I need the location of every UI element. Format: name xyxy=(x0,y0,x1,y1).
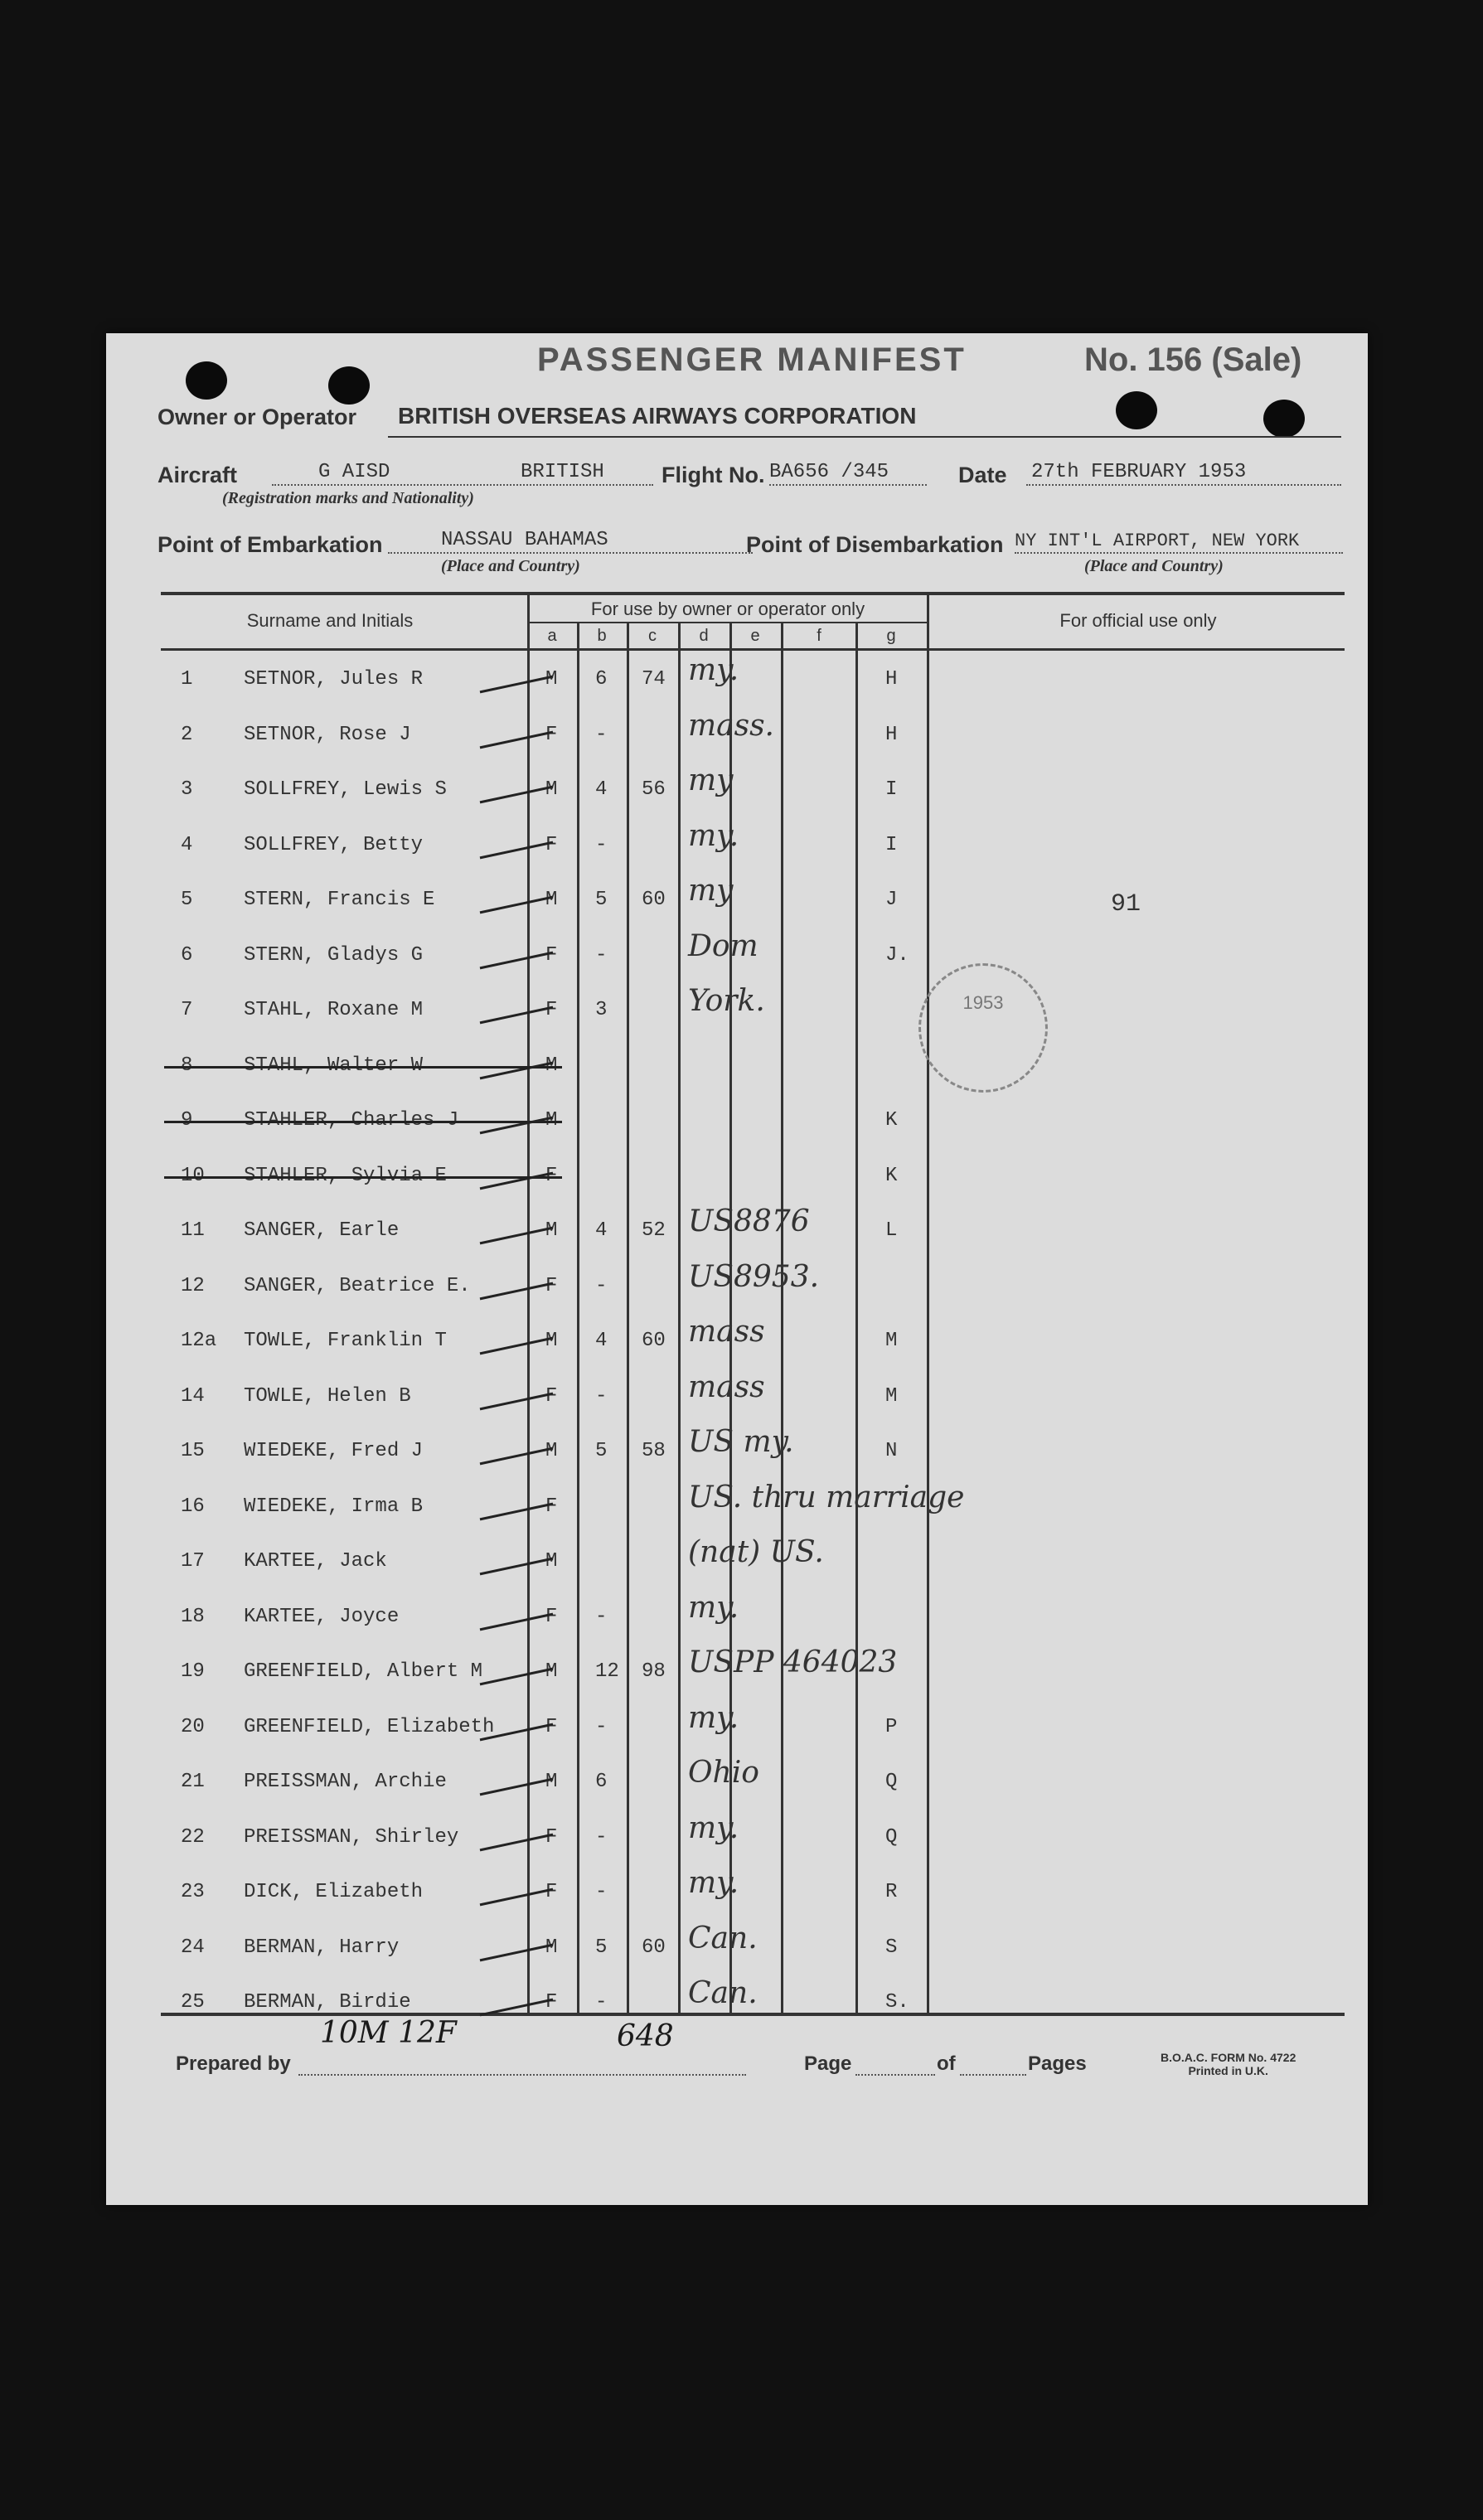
group-code: N xyxy=(885,1440,898,1462)
bag-count: - xyxy=(595,723,608,746)
pen-tick-mark xyxy=(480,1061,554,1079)
date-stamp-year: 1953 xyxy=(962,992,1004,1013)
aircraft-underline xyxy=(272,484,653,486)
handwritten-note: USPP 464023 xyxy=(688,1645,898,1679)
handwritten-note: mass. xyxy=(688,708,774,743)
operator-subheader-rule xyxy=(529,622,927,623)
sex-code: M xyxy=(545,1550,558,1573)
embarkation-value: NASSAU BAHAMAS xyxy=(441,529,608,551)
group-code: S xyxy=(885,1936,898,1959)
passenger-name: STERN, Francis E xyxy=(244,889,435,911)
bag-count: 6 xyxy=(595,668,608,691)
row-strikethrough xyxy=(164,1121,562,1123)
passenger-name: BERMAN, Harry xyxy=(244,1936,400,1959)
table-header-rule xyxy=(161,648,1345,651)
passenger-name: SOLLFREY, Lewis S xyxy=(244,778,447,801)
passenger-row xyxy=(106,1535,1368,1595)
operator-header: For use by owner or operator only xyxy=(590,598,865,619)
handwritten-note: my. xyxy=(688,1810,739,1845)
passenger-name: SOLLFREY, Betty xyxy=(244,833,424,856)
row-strikethrough xyxy=(164,1176,562,1179)
pen-tick-mark xyxy=(480,951,554,969)
disembarkation-sublabel: (Place and Country) xyxy=(1084,557,1224,575)
passenger-row xyxy=(106,1700,1368,1761)
prepared-by-underline xyxy=(298,2074,746,2076)
passenger-row xyxy=(106,1315,1368,1374)
handwritten-note: my. xyxy=(688,1700,739,1735)
pen-tick-mark xyxy=(480,1227,554,1245)
row-number: 2 xyxy=(181,723,193,746)
date-underline xyxy=(1026,484,1341,486)
names-header: Surname and Initials xyxy=(246,610,414,631)
passenger-row xyxy=(106,874,1368,933)
bag-count: 4 xyxy=(595,1219,608,1242)
passenger-row xyxy=(106,1921,1368,1981)
bag-count: 5 xyxy=(595,1440,608,1462)
handwritten-note: Can. xyxy=(688,1976,758,2010)
date-stamp xyxy=(918,963,1048,1093)
row-number: 12a xyxy=(181,1330,217,1352)
passenger-name: GREENFIELD, Albert M xyxy=(244,1660,483,1683)
weight-value: 74 xyxy=(642,668,666,691)
sex-code: F xyxy=(545,1715,558,1738)
passenger-name: SETNOR, Rose J xyxy=(244,723,411,746)
aircraft-label: Aircraft xyxy=(158,463,238,487)
row-number: 17 xyxy=(181,1550,205,1573)
of-label: of xyxy=(937,2052,956,2075)
bag-count: 12 xyxy=(595,1660,619,1683)
owner-value: BRITISH OVERSEAS AIRWAYS CORPORATION xyxy=(398,403,917,429)
passenger-name: STERN, Gladys G xyxy=(244,943,424,967)
passenger-row xyxy=(106,1204,1368,1264)
handwritten-note: my. xyxy=(688,653,739,687)
passenger-row xyxy=(106,1480,1368,1540)
sex-code: F xyxy=(545,1991,558,2014)
handwritten-note: York. xyxy=(688,984,765,1018)
weight-value: 56 xyxy=(642,778,666,801)
bag-count: - xyxy=(595,833,608,856)
sex-code: M xyxy=(545,1660,558,1683)
row-number: 21 xyxy=(181,1771,205,1793)
row-number: 15 xyxy=(181,1440,205,1462)
punch-hole-3 xyxy=(1116,391,1157,429)
weight-value: 52 xyxy=(642,1219,666,1242)
group-code: L xyxy=(885,1219,898,1242)
pen-tick-mark xyxy=(480,1171,554,1190)
owner-rule xyxy=(388,436,1341,438)
manifest-number: No. 156 (Sale) xyxy=(1084,342,1302,378)
punch-hole-2 xyxy=(328,366,370,405)
passenger-row xyxy=(106,1590,1368,1650)
pen-tick-mark xyxy=(480,1282,554,1300)
manifest-sheet xyxy=(106,333,1368,2205)
row-number: 16 xyxy=(181,1495,205,1518)
passenger-name: DICK, Elizabeth xyxy=(244,1881,424,1903)
aircraft-nationality: BRITISH xyxy=(521,461,604,483)
sex-code: F xyxy=(545,999,558,1021)
group-code: J. xyxy=(885,943,909,967)
weight-value: 60 xyxy=(642,1330,666,1352)
sex-code: F xyxy=(545,1274,558,1297)
manifest-title: PASSENGER MANIFEST xyxy=(537,342,967,378)
passenger-row xyxy=(106,1976,1368,2036)
passenger-name: PREISSMAN, Archie xyxy=(244,1771,447,1793)
group-code: M xyxy=(885,1384,898,1408)
punch-hole-4 xyxy=(1263,400,1305,438)
row-number: 14 xyxy=(181,1384,205,1408)
sex-code: M xyxy=(545,668,558,691)
bag-count: 5 xyxy=(595,1936,608,1959)
bag-count: - xyxy=(595,1715,608,1738)
pen-tick-mark xyxy=(480,1999,554,2017)
passenger-row xyxy=(106,1369,1368,1430)
flight-label: Flight No. xyxy=(662,463,765,487)
passenger-row xyxy=(106,1866,1368,1926)
punch-hole-1 xyxy=(186,361,227,400)
col-header-f: f xyxy=(817,627,821,645)
passenger-row xyxy=(106,763,1368,823)
weight-value: 98 xyxy=(642,1660,666,1683)
pen-tick-mark xyxy=(480,1392,554,1410)
aircraft-registration: G AISD xyxy=(318,461,390,483)
passenger-name: PREISSMAN, Shirley xyxy=(244,1825,459,1849)
passenger-name: KARTEE, Jack xyxy=(244,1550,387,1573)
disembarkation-value: NY INT'L AIRPORT, NEW YORK xyxy=(1015,531,1300,551)
group-code: K xyxy=(885,1164,898,1187)
sex-code: M xyxy=(545,778,558,801)
col-header-e: e xyxy=(750,627,760,645)
group-code: Q xyxy=(885,1771,898,1793)
weight-value: 58 xyxy=(642,1440,666,1462)
embarkation-underline xyxy=(388,552,753,554)
passenger-row xyxy=(106,1645,1368,1705)
aircraft-sublabel: (Registration marks and Nationality) xyxy=(222,489,474,507)
bag-count: 4 xyxy=(595,1330,608,1352)
col-header-b: b xyxy=(597,627,607,645)
col-header-c: c xyxy=(648,627,657,645)
pen-tick-mark xyxy=(480,1612,554,1631)
passenger-total: 648 xyxy=(617,2019,674,2053)
row-number: 3 xyxy=(181,778,193,801)
col-header-a: a xyxy=(547,627,557,645)
sex-code: M xyxy=(545,889,558,911)
handwritten-note: my xyxy=(688,763,734,797)
sex-code: F xyxy=(545,833,558,856)
bag-count: - xyxy=(595,1881,608,1903)
passenger-row xyxy=(106,928,1368,989)
bag-count: 3 xyxy=(595,999,608,1021)
sex-code: F xyxy=(545,1881,558,1903)
official-header: For official use only xyxy=(1059,610,1217,631)
embarkation-label: Point of Embarkation xyxy=(158,532,383,557)
passenger-row xyxy=(106,1425,1368,1485)
row-number: 6 xyxy=(181,943,193,967)
passenger-row xyxy=(106,653,1368,713)
pen-tick-mark xyxy=(480,1447,554,1466)
pen-tick-mark xyxy=(480,1117,554,1135)
bag-count: - xyxy=(595,1274,608,1297)
passenger-name: TOWLE, Franklin T xyxy=(244,1330,447,1352)
passenger-name: WIEDEKE, Irma B xyxy=(244,1495,424,1518)
prepared-note: 10M 12F xyxy=(320,2016,457,2050)
bag-count: 5 xyxy=(595,889,608,911)
passenger-row xyxy=(106,984,1368,1044)
row-strikethrough xyxy=(164,1066,562,1069)
table-top-rule xyxy=(161,592,1345,595)
row-number: 5 xyxy=(181,889,193,911)
weight-value: 60 xyxy=(642,889,666,911)
group-code: K xyxy=(885,1109,898,1132)
passenger-row xyxy=(106,1756,1368,1815)
row-number: 1 xyxy=(181,668,193,691)
row-number: 12 xyxy=(181,1274,205,1297)
pen-tick-mark xyxy=(480,1778,554,1796)
pen-tick-mark xyxy=(480,841,554,859)
bag-count: - xyxy=(595,1825,608,1849)
pen-tick-mark xyxy=(480,1006,554,1025)
sex-code: M xyxy=(545,1936,558,1959)
row-number: 19 xyxy=(181,1660,205,1683)
flight-number: BA656 /345 xyxy=(769,461,889,483)
row-number: 24 xyxy=(181,1936,205,1959)
passenger-row xyxy=(106,708,1368,768)
date-value: 27th FEBRUARY 1953 xyxy=(1031,461,1247,483)
bag-count: - xyxy=(595,1605,608,1628)
pen-tick-mark xyxy=(480,786,554,804)
handwritten-note: Can. xyxy=(688,1921,758,1955)
bag-count: - xyxy=(595,1384,608,1408)
group-code: Q xyxy=(885,1825,898,1849)
passenger-row xyxy=(106,1810,1368,1871)
bag-count: 4 xyxy=(595,778,608,801)
pen-tick-mark xyxy=(480,1337,554,1355)
pen-tick-mark xyxy=(480,676,554,694)
date-label: Date xyxy=(958,463,1007,487)
handwritten-note: US my. xyxy=(688,1425,794,1459)
passenger-name: SETNOR, Jules R xyxy=(244,668,424,691)
bag-count: - xyxy=(595,943,608,967)
passenger-name: KARTEE, Joyce xyxy=(244,1605,400,1628)
handwritten-note: US8953. xyxy=(688,1259,820,1294)
passenger-name: TOWLE, Helen B xyxy=(244,1384,411,1408)
passenger-name: SANGER, Earle xyxy=(244,1219,400,1242)
passenger-name: STAHL, Roxane M xyxy=(244,999,424,1021)
bag-count: - xyxy=(595,1991,608,2014)
passenger-row xyxy=(106,818,1368,879)
row-number: 18 xyxy=(181,1605,205,1628)
row-number: 11 xyxy=(181,1219,205,1242)
disembarkation-underline xyxy=(1015,552,1343,554)
sex-code: F xyxy=(545,1605,558,1628)
col-header-g: g xyxy=(886,627,896,645)
passenger-name: WIEDEKE, Fred J xyxy=(244,1440,424,1462)
handwritten-note: Dom xyxy=(688,928,758,963)
row-number: 22 xyxy=(181,1825,205,1849)
group-code: R xyxy=(885,1881,898,1903)
form-number-line1: B.O.A.C. FORM No. 4722 xyxy=(1161,2051,1296,2064)
pen-tick-mark xyxy=(480,1833,554,1851)
handwritten-note: (nat) US. xyxy=(688,1535,824,1569)
row-number: 23 xyxy=(181,1881,205,1903)
pen-tick-mark xyxy=(480,730,554,749)
sex-code: F xyxy=(545,723,558,746)
official-count: 91 xyxy=(1111,890,1141,918)
handwritten-note: my. xyxy=(688,1590,739,1625)
flight-underline xyxy=(769,484,927,486)
pages-label: Pages xyxy=(1028,2052,1087,2075)
form-number-line2: Printed in U.K. xyxy=(1188,2064,1268,2077)
group-code: I xyxy=(885,833,898,856)
pen-tick-mark xyxy=(480,1943,554,1961)
sex-code: F xyxy=(545,943,558,967)
col-header-d: d xyxy=(699,627,709,645)
pen-tick-mark xyxy=(480,1888,554,1907)
handwritten-note: my. xyxy=(688,1866,739,1900)
passenger-name: SANGER, Beatrice E. xyxy=(244,1274,471,1297)
pen-tick-mark xyxy=(480,1668,554,1686)
handwritten-note: Ohio xyxy=(688,1756,759,1790)
handwritten-note: US. thru marriage xyxy=(688,1480,965,1514)
pen-tick-mark xyxy=(480,1502,554,1520)
sex-code: F xyxy=(545,1384,558,1408)
row-number: 20 xyxy=(181,1715,205,1738)
disembarkation-label: Point of Disembarkation xyxy=(746,532,1004,557)
row-number: 7 xyxy=(181,999,193,1021)
row-number: 4 xyxy=(181,833,193,856)
sex-code: F xyxy=(545,1495,558,1518)
group-code: P xyxy=(885,1715,898,1738)
embarkation-sublabel: (Place and Country) xyxy=(441,557,580,575)
sex-code: M xyxy=(545,1219,558,1242)
sex-code: M xyxy=(545,1440,558,1462)
sex-code: F xyxy=(545,1825,558,1849)
group-code: H xyxy=(885,668,898,691)
passenger-row xyxy=(106,1099,1368,1154)
handwritten-note: mass xyxy=(688,1369,765,1404)
bag-count: 6 xyxy=(595,1771,608,1793)
page-underline xyxy=(855,2074,935,2076)
handwritten-note: US8876 xyxy=(688,1204,810,1238)
weight-value: 60 xyxy=(642,1936,666,1959)
form-number xyxy=(1161,2051,1296,2077)
sex-code: M xyxy=(545,1771,558,1793)
row-number: 25 xyxy=(181,1991,205,2014)
passenger-row xyxy=(106,1044,1368,1099)
passenger-row xyxy=(106,1155,1368,1209)
handwritten-note: my. xyxy=(688,818,739,853)
sex-code: M xyxy=(545,1330,558,1352)
pen-tick-mark xyxy=(480,1558,554,1576)
handwritten-note: mass xyxy=(688,1315,765,1349)
group-code: J xyxy=(885,889,898,911)
page-label: Page xyxy=(804,2052,852,2075)
prepared-by-label: Prepared by xyxy=(176,2052,291,2075)
group-code: M xyxy=(885,1330,898,1352)
pen-tick-mark xyxy=(480,896,554,914)
pages-underline xyxy=(960,2074,1026,2076)
group-code: S. xyxy=(885,1991,909,2014)
group-code: H xyxy=(885,723,898,746)
passenger-row xyxy=(106,1259,1368,1320)
owner-label: Owner or Operator xyxy=(158,405,357,429)
handwritten-note: my xyxy=(688,874,734,908)
passenger-name: BERMAN, Birdie xyxy=(244,1991,411,2014)
passenger-name: GREENFIELD, Elizabeth xyxy=(244,1715,495,1738)
group-code: I xyxy=(885,778,898,801)
